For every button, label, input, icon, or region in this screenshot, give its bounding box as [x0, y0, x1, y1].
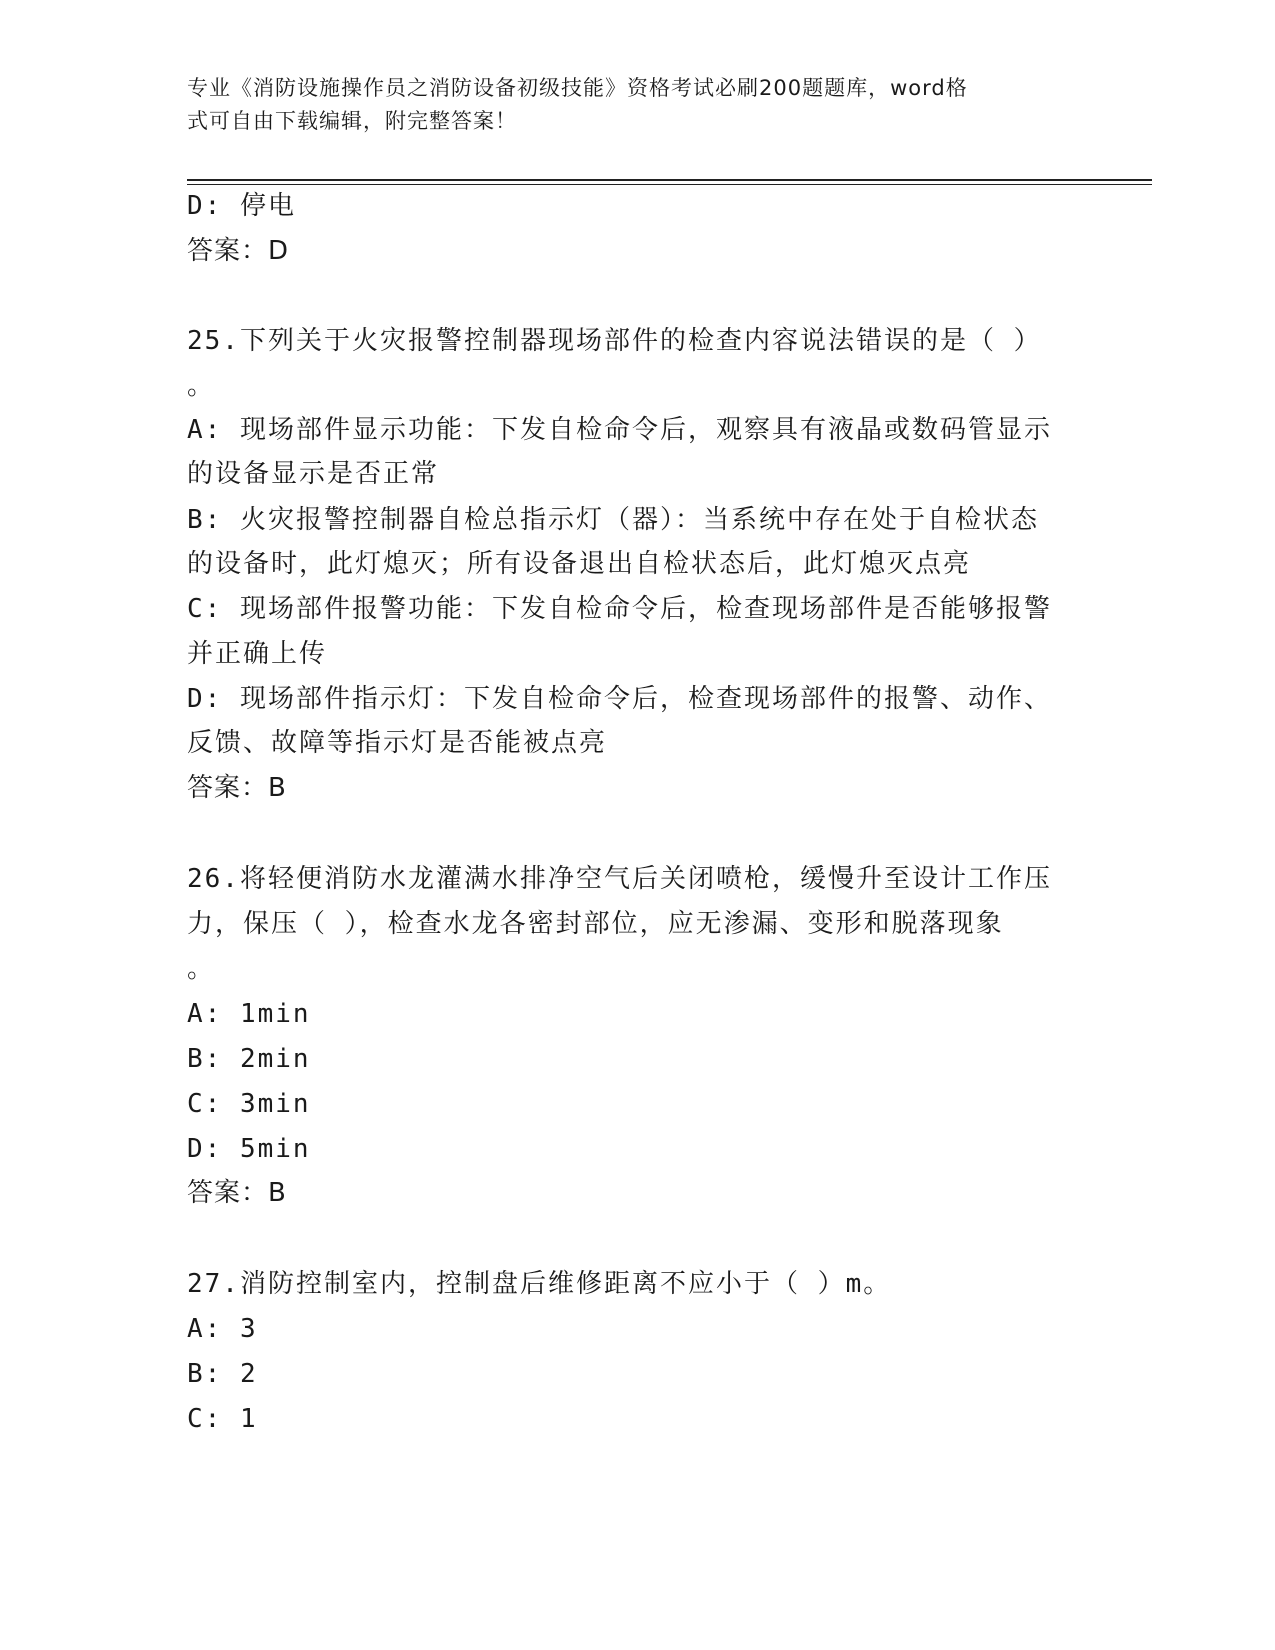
q25-option-b-line-1: B: 火灾报警控制器自检总指示灯（器）：当系统中存在处于自检状态 [187, 505, 1039, 535]
q25-option-a-line-1: A: 现场部件显示功能：下发自检命令后，观察具有液晶或数码管显示 [187, 415, 1052, 445]
header-line-1: 专业《消防设施操作员之消防设备初级技能》资格考试必刷200题题库，word格 [187, 76, 968, 100]
q25-option-a-line-2: 的设备显示是否正常 [187, 459, 440, 489]
q27-option-c: C: 1 [187, 1404, 258, 1434]
q27-option-b: B: 2 [187, 1359, 258, 1389]
document-header [187, 72, 1077, 138]
prev-option-d: D: 停电 [187, 191, 296, 221]
q25-stem-line-1: 25.下列关于火灾报警控制器现场部件的检查内容说法错误的是（ ） [187, 326, 1042, 356]
header-line-2: 式可自由下载编辑，附完整答案！ [187, 109, 517, 133]
q25-option-d-line-1: D: 现场部件指示灯：下发自检命令后，检查现场部件的报警、动作、 [187, 684, 1052, 714]
q26-option-b: B: 2min [187, 1044, 311, 1074]
prev-answer: 答案：D [187, 236, 290, 266]
q26-stem-line-3: 。 [187, 954, 216, 984]
header-rule-thick [187, 179, 1152, 181]
q25-option-b-line-2: 的设备时，此灯熄灭；所有设备退出自检状态后，此灯熄灭点亮 [187, 549, 972, 579]
header-rule-thin [187, 184, 1152, 185]
q26-stem-line-1: 26.将轻便消防水龙灌满水排净空气后关闭喷枪，缓慢升至设计工作压 [187, 864, 1052, 894]
q26-option-d: D: 5min [187, 1134, 311, 1164]
q26-answer: 答案：B [187, 1178, 287, 1208]
q25-answer: 答案：B [187, 773, 287, 803]
q25-option-c-line-2: 并正确上传 [187, 639, 328, 669]
q27-stem-line-1: 27.消防控制室内，控制盘后维修距离不应小于（ ）m。 [187, 1269, 892, 1299]
q27-option-a: A: 3 [187, 1314, 258, 1344]
q26-stem-line-2: 力，保压（ ），检查水龙各密封部位，应无渗漏、变形和脱落现象 [187, 909, 1004, 939]
q25-stem-line-2: 。 [187, 371, 216, 401]
q26-option-a: A: 1min [187, 999, 311, 1029]
q25-option-d-line-2: 反馈、故障等指示灯是否能被点亮 [187, 728, 608, 758]
q26-option-c: C: 3min [187, 1089, 311, 1119]
q25-option-c-line-1: C: 现场部件报警功能：下发自检命令后，检查现场部件是否能够报警 [187, 594, 1052, 624]
